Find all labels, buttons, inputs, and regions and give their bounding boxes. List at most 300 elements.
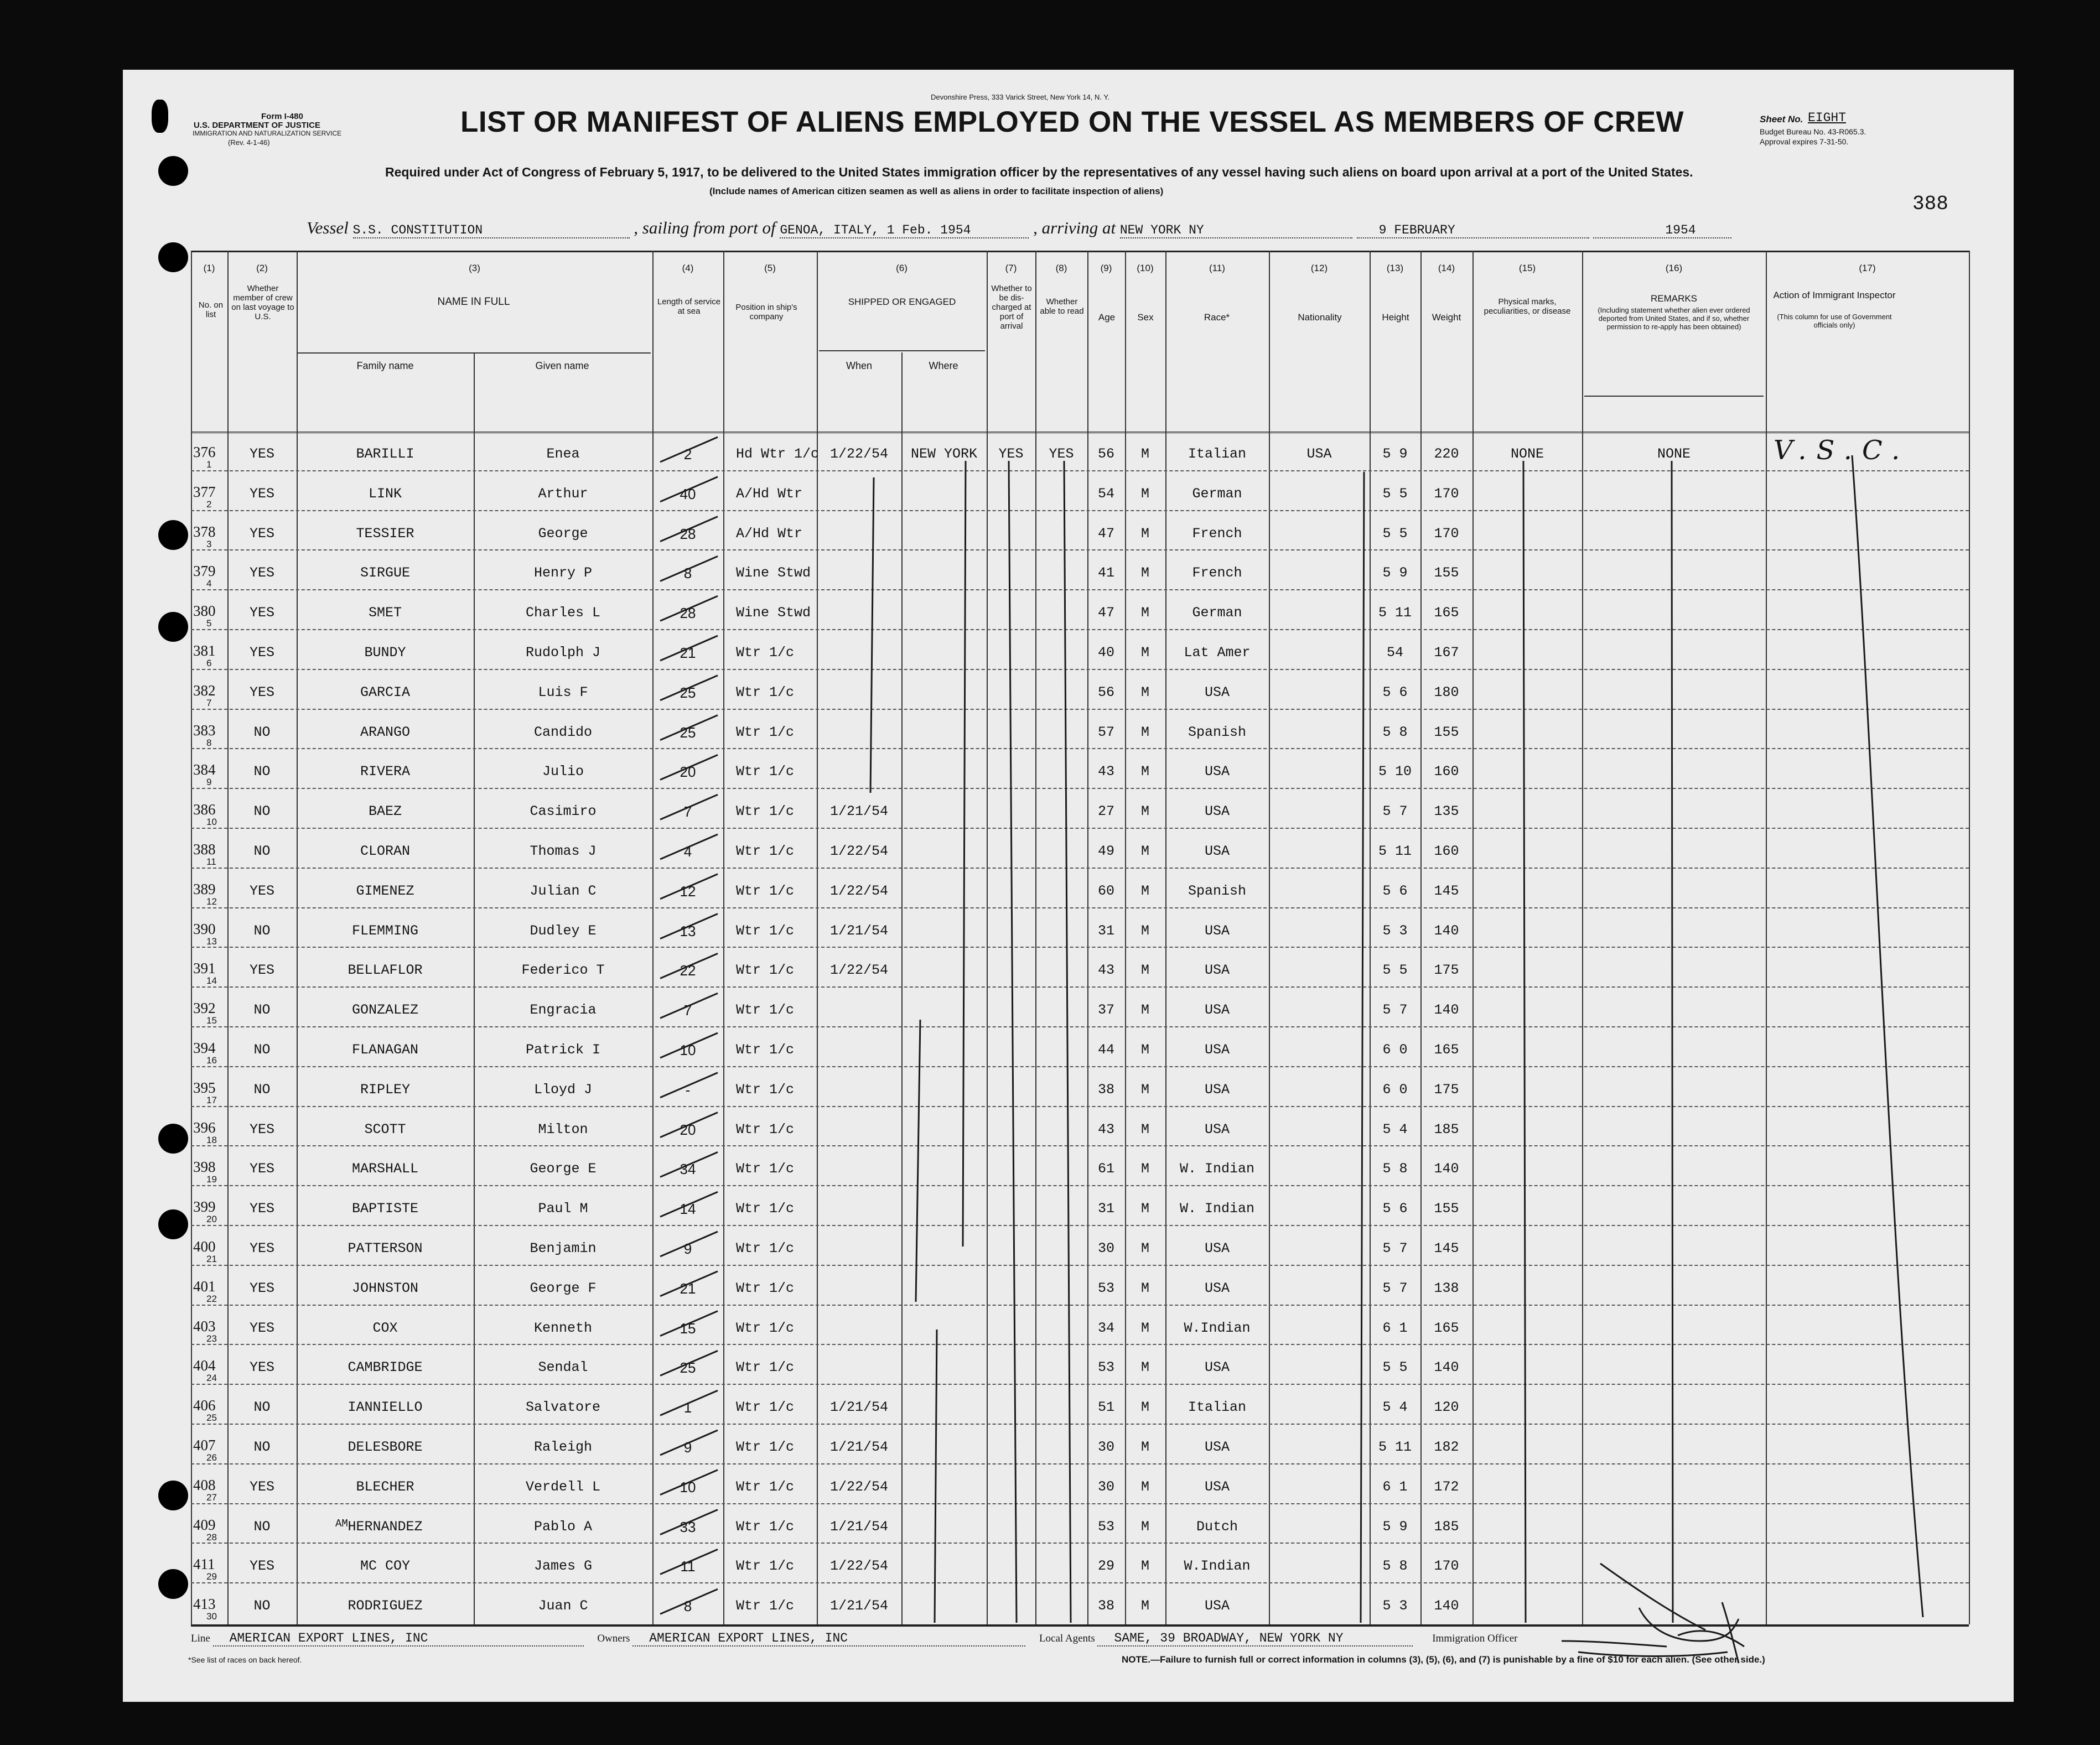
family-name-cell: BAPTISTE — [351, 1201, 419, 1217]
header-action: Action of Immigrant Inspector — [1773, 290, 1896, 300]
weight-cell: 220 — [1434, 446, 1459, 462]
family-name-cell: FLEMMING — [351, 922, 419, 939]
given-name-cell: Engracia — [530, 1002, 597, 1019]
shipped-when-cell: 1/22/54 — [829, 1558, 889, 1575]
member-last-voyage-cell: NO — [253, 1002, 271, 1019]
length-of-service-cell: 33 — [680, 1518, 696, 1535]
remarks-cell: NONE — [1657, 446, 1691, 462]
given-name-cell: Paul M — [538, 1201, 588, 1217]
height-cell: 5 7 — [1382, 1240, 1408, 1256]
service-check-mark — [660, 794, 718, 819]
list-number-cell: 394 — [193, 1040, 216, 1056]
race-cell: USA — [1204, 843, 1230, 859]
line-number-cell: 21 — [206, 1254, 217, 1264]
ditto-line — [1523, 461, 1526, 1623]
column-number: (16) — [1665, 263, 1683, 273]
position-cell: Wtr 1/c — [736, 1081, 795, 1098]
sex-cell: M — [1140, 1518, 1149, 1535]
race-cell: USA — [1204, 803, 1230, 820]
length-of-service-cell: 1 — [683, 1399, 692, 1416]
length-of-service-cell: 34 — [680, 1161, 696, 1178]
age-cell: 49 — [1097, 843, 1114, 859]
age-cell: 54 — [1097, 485, 1114, 502]
sex-cell: M — [1140, 1359, 1149, 1376]
height-cell: 5 7 — [1382, 1280, 1408, 1296]
height-cell: 6 0 — [1382, 1081, 1408, 1098]
age-cell: 60 — [1097, 882, 1114, 899]
age-cell: 47 — [1097, 525, 1114, 542]
race-cell: W.Indian — [1184, 1320, 1251, 1336]
service-check-mark — [660, 755, 718, 780]
service-check-mark — [660, 636, 718, 661]
footer-row — [191, 1631, 1517, 1647]
weight-cell: 165 — [1434, 1320, 1459, 1336]
length-of-service-cell: 25 — [680, 684, 696, 701]
service-check-mark — [660, 676, 718, 700]
sex-cell: M — [1140, 565, 1149, 581]
line-number-cell: 15 — [206, 1015, 217, 1026]
service-check-mark — [660, 1033, 718, 1058]
shipped-when-cell: 1/21/54 — [829, 1399, 889, 1416]
manifest-sheet — [123, 70, 2014, 1702]
weight-cell: 180 — [1434, 684, 1459, 700]
service-check-mark — [660, 834, 718, 859]
header-when: When — [846, 360, 873, 371]
subtitle: Required under Act of Congress of February 5, 1917, to be delivered to the United States immigration officer by the representatives of any vessel having such aliens on board upon arrival at a port of the United States. — [385, 165, 1693, 179]
race-cell: German — [1192, 485, 1242, 502]
race-cell: USA — [1204, 1081, 1230, 1098]
given-name-cell: Henry P — [533, 565, 593, 581]
position-cell: Wtr 1/c — [736, 724, 795, 740]
race-cell: W. Indian — [1179, 1201, 1255, 1217]
member-last-voyage-cell: YES — [249, 605, 274, 621]
member-last-voyage-cell: NO — [253, 724, 271, 740]
vessel-label: Vessel — [307, 218, 349, 237]
family-name-cell: BAEZ — [368, 803, 402, 820]
service-check-mark — [660, 1390, 718, 1415]
header-shipped-or-engaged: SHIPPED OR ENGAGED — [848, 297, 956, 307]
given-name-cell: Verdell L — [525, 1478, 601, 1495]
line-number-cell: 14 — [206, 975, 217, 986]
member-last-voyage-cell: YES — [249, 446, 274, 462]
punch-hole — [158, 612, 188, 642]
header-name-in-full: NAME IN FULL — [437, 296, 510, 308]
age-cell: 29 — [1097, 1558, 1114, 1575]
member-last-voyage-cell: YES — [249, 565, 274, 581]
position-cell: Wine Stwd — [736, 565, 811, 581]
family-name-cell: SCOTT — [364, 1121, 406, 1138]
column-number: (17) — [1859, 263, 1876, 273]
list-number-cell: 411 — [193, 1556, 215, 1573]
length-of-service-cell: 28 — [680, 605, 696, 622]
member-last-voyage-cell: YES — [249, 1161, 274, 1177]
race-cell: Italian — [1188, 446, 1247, 462]
list-number-cell: 379 — [193, 563, 216, 580]
age-cell: 43 — [1097, 1121, 1114, 1138]
position-cell: Wtr 1/c — [736, 1121, 795, 1138]
column-number: (14) — [1438, 263, 1455, 273]
family-name-cell: HERNANDEZ — [348, 1518, 423, 1535]
height-cell: 5 11 — [1378, 843, 1412, 859]
length-of-service-cell: 7 — [683, 803, 692, 820]
line-number-cell: 6 — [206, 658, 212, 668]
owners-value: AMERICAN EXPORT LINES, INC — [632, 1631, 1025, 1647]
member-last-voyage-cell: NO — [253, 764, 271, 780]
given-name-cell: George — [538, 525, 588, 542]
race-cell: USA — [1204, 1240, 1230, 1256]
header-physical-marks: Physical marks, peculiarities, or disease — [1484, 297, 1571, 316]
family-name-cell: DELESBORE — [348, 1439, 423, 1455]
length-of-service-cell: 13 — [680, 922, 696, 939]
height-cell: 5 6 — [1382, 1201, 1408, 1217]
line-number-cell: 11 — [206, 856, 216, 867]
service-check-mark — [660, 517, 718, 542]
race-cell: USA — [1204, 1002, 1230, 1019]
given-name-cell: Casimiro — [530, 803, 597, 820]
line-number-cell: 22 — [206, 1293, 217, 1304]
member-last-voyage-cell: YES — [249, 962, 274, 979]
sex-cell: M — [1140, 1558, 1149, 1575]
punch-hole — [158, 520, 188, 550]
height-cell: 5 5 — [1382, 525, 1408, 542]
height-cell: 5 5 — [1382, 1359, 1408, 1376]
list-number-cell: 391 — [193, 960, 216, 977]
crew-table — [191, 251, 1969, 1696]
position-cell: Wtr 1/c — [736, 1359, 795, 1376]
ditto-line — [1064, 461, 1071, 1623]
given-name-cell: Raleigh — [533, 1439, 593, 1455]
service-check-mark — [660, 1232, 718, 1256]
length-of-service-cell: 4 — [683, 843, 692, 860]
list-number-cell: 376 — [193, 444, 216, 460]
position-cell: Wtr 1/c — [736, 645, 795, 661]
service-check-mark — [660, 1192, 718, 1217]
length-of-service-cell: 8 — [683, 1598, 692, 1615]
family-name-cell: JOHNSTON — [351, 1280, 419, 1296]
shipped-when-cell: 1/22/54 — [829, 446, 889, 462]
length-of-service-cell: 2 — [683, 446, 692, 463]
height-cell: 5 5 — [1382, 485, 1408, 502]
list-number-cell: 404 — [193, 1357, 216, 1374]
weight-cell: 120 — [1434, 1399, 1459, 1416]
member-last-voyage-cell: YES — [249, 1121, 274, 1138]
punch-hole — [158, 1481, 188, 1510]
agents-label: Local Agents — [1039, 1633, 1095, 1644]
length-of-service-cell: 20 — [680, 764, 696, 781]
height-cell: 5 7 — [1382, 803, 1408, 820]
list-number-cell: 409 — [193, 1516, 216, 1533]
service-check-mark — [660, 1470, 718, 1495]
given-name-cell: Patrick I — [525, 1042, 601, 1058]
member-last-voyage-cell: YES — [249, 1320, 274, 1336]
position-cell: A/Hd Wtr — [736, 485, 803, 502]
family-name-cell: GIMENEZ — [356, 882, 414, 899]
family-name-cell: CLORAN — [360, 843, 410, 859]
height-cell: 54 — [1386, 645, 1403, 661]
weight-cell: 160 — [1434, 764, 1459, 780]
header-length-of-service: Length of service at sea — [657, 297, 721, 316]
age-cell: 30 — [1097, 1240, 1114, 1256]
family-name-cell: FLANAGAN — [351, 1042, 419, 1058]
weight-cell: 185 — [1434, 1518, 1459, 1535]
position-cell: Wtr 1/c — [736, 1399, 795, 1416]
list-number-cell: 401 — [193, 1277, 216, 1295]
list-number-cell: 399 — [193, 1198, 216, 1216]
vessel-line — [307, 218, 1731, 238]
header-nationality: Nationality — [1298, 312, 1342, 323]
line-number-cell: 19 — [206, 1174, 217, 1185]
race-cell: W.Indian — [1184, 1558, 1251, 1575]
given-name-cell: Julio — [542, 764, 584, 780]
race-cell: Spanish — [1188, 882, 1247, 899]
race-cell: USA — [1204, 1042, 1230, 1058]
length-of-service-cell: 11 — [680, 1558, 696, 1575]
age-cell: 53 — [1097, 1359, 1114, 1376]
weight-cell: 155 — [1434, 724, 1459, 740]
list-number-cell: 395 — [193, 1079, 216, 1096]
age-cell: 43 — [1097, 764, 1114, 780]
list-number-cell: 389 — [193, 880, 216, 897]
service-check-mark — [660, 914, 718, 939]
race-cell: W. Indian — [1179, 1161, 1255, 1177]
sex-cell: M — [1140, 1439, 1149, 1455]
given-name-cell: Sendal — [538, 1359, 588, 1376]
given-name-cell: Salvatore — [525, 1399, 601, 1416]
family-name-cell: COX — [372, 1320, 398, 1336]
race-cell: USA — [1204, 684, 1230, 700]
age-cell: 43 — [1097, 962, 1114, 979]
position-cell: Wtr 1/c — [736, 1439, 795, 1455]
age-cell: 51 — [1097, 1399, 1114, 1416]
service-check-mark — [660, 1430, 718, 1455]
budget-number: Budget Bureau No. 43-R065.3. — [1760, 127, 1866, 136]
sex-cell: M — [1140, 724, 1149, 740]
list-number-cell: 390 — [193, 920, 216, 937]
race-cell: USA — [1204, 922, 1230, 939]
agents-value: SAME, 39 BROADWAY, NEW YORK NY — [1097, 1631, 1413, 1647]
given-name-cell: George F — [530, 1280, 597, 1296]
subtitle-note: (Include names of American citizen seamen as well as aliens in order to facilitate inspection of aliens) — [709, 186, 1164, 196]
family-name-cell: PATTERSON — [348, 1240, 423, 1256]
weight-cell: 140 — [1434, 922, 1459, 939]
line-number-cell: 24 — [206, 1373, 217, 1384]
penalty-note: NOTE.—Failure to furnish full or correct information in columns (3), (5), (6), and (7) is punishable by a fine of $10 for each alien. (See other side.) — [1122, 1654, 1765, 1665]
sex-cell: M — [1140, 446, 1149, 462]
column-number: (8) — [1055, 263, 1067, 273]
member-last-voyage-cell: NO — [253, 922, 271, 939]
length-of-service-cell: 15 — [680, 1320, 696, 1337]
position-cell: A/Hd Wtr — [736, 525, 803, 542]
height-cell: 5 4 — [1382, 1121, 1408, 1138]
position-cell: Wtr 1/c — [736, 1518, 795, 1535]
given-name-cell: Kenneth — [533, 1320, 593, 1336]
sex-cell: M — [1140, 882, 1149, 899]
position-cell: Wtr 1/c — [736, 1558, 795, 1575]
line-number-cell: 8 — [206, 737, 212, 748]
form-number: Form I-480 — [261, 112, 303, 121]
line-number-cell: 12 — [206, 896, 217, 907]
height-cell: 5 3 — [1382, 1598, 1408, 1614]
given-name-cell: Candido — [533, 724, 593, 740]
height-cell: 5 7 — [1382, 1002, 1408, 1019]
age-cell: 41 — [1097, 565, 1114, 581]
column-rule — [1969, 251, 1970, 1624]
given-name-cell: Arthur — [538, 485, 588, 502]
height-cell: 5 4 — [1382, 1399, 1408, 1416]
race-cell: Italian — [1188, 1399, 1247, 1416]
age-cell: 47 — [1097, 605, 1114, 621]
column-number: (15) — [1518, 263, 1536, 273]
service-check-mark — [660, 1152, 718, 1177]
height-cell: 5 9 — [1382, 446, 1408, 462]
race-cell: USA — [1204, 1478, 1230, 1495]
given-name-cell: George E — [530, 1161, 597, 1177]
able-to-read-cell: YES — [1049, 446, 1074, 462]
member-last-voyage-cell: YES — [249, 645, 274, 661]
line-number-cell: 17 — [206, 1094, 217, 1105]
sailing-label: , sailing from port of — [634, 218, 776, 237]
position-cell: Wtr 1/c — [736, 1201, 795, 1217]
officer-signature — [1562, 1547, 1794, 1680]
line-number-cell: 16 — [206, 1055, 217, 1066]
column-number: (5) — [764, 263, 776, 273]
sex-cell: M — [1140, 1081, 1149, 1098]
shipped-when-cell: 1/22/54 — [829, 962, 889, 979]
printer-credit: Devonshire Press, 333 Varick Street, New York 14, N. Y. — [931, 93, 1109, 101]
punch-hole — [158, 242, 188, 272]
member-last-voyage-cell: YES — [249, 1280, 274, 1296]
sheet-label: Sheet No. — [1760, 114, 1803, 124]
length-of-service-cell: 40 — [680, 485, 696, 502]
list-number-cell: 392 — [193, 1000, 216, 1017]
age-cell: 38 — [1097, 1081, 1114, 1098]
race-cell: USA — [1204, 1598, 1230, 1614]
weight-cell: 185 — [1434, 1121, 1459, 1138]
age-cell: 61 — [1097, 1161, 1114, 1177]
column-number: (13) — [1386, 263, 1404, 273]
column-number: (2) — [256, 263, 268, 273]
weight-cell: 160 — [1434, 843, 1459, 859]
sex-cell: M — [1140, 1320, 1149, 1336]
weight-cell: 140 — [1434, 1598, 1459, 1614]
length-of-service-cell: 10 — [680, 1042, 696, 1058]
length-of-service-cell: 22 — [680, 962, 696, 979]
service-check-mark — [660, 596, 718, 621]
position-cell: Wtr 1/c — [736, 1478, 795, 1495]
height-cell: 5 6 — [1382, 684, 1408, 700]
member-last-voyage-cell: NO — [253, 1518, 271, 1535]
age-cell: 30 — [1097, 1439, 1114, 1455]
weight-cell: 135 — [1434, 803, 1459, 820]
header-able-to-read: Whether able to read — [1040, 297, 1084, 316]
given-name-cell: Juan C — [538, 1598, 588, 1614]
sex-cell: M — [1140, 1042, 1149, 1058]
weight-cell: 170 — [1434, 485, 1459, 502]
cambridge-overwrite: AM — [335, 1518, 348, 1530]
service-check-mark — [660, 1073, 718, 1098]
age-cell: 40 — [1097, 645, 1114, 661]
family-name-cell: RIPLEY — [360, 1081, 410, 1098]
line-number-cell: 30 — [206, 1611, 217, 1622]
weight-cell: 145 — [1434, 1240, 1459, 1256]
shipped-where-cell: NEW YORK — [910, 446, 978, 462]
family-name-cell: BUNDY — [364, 645, 406, 661]
given-name-cell: Enea — [546, 446, 580, 462]
length-of-service-cell: 9 — [683, 1240, 692, 1257]
service-check-mark — [660, 1113, 718, 1138]
position-cell: Wtr 1/c — [736, 803, 795, 820]
sex-cell: M — [1140, 1161, 1149, 1177]
line-number-cell: 29 — [206, 1571, 217, 1582]
given-name-cell: James G — [533, 1558, 593, 1575]
family-name-cell: BELLAFLOR — [348, 962, 423, 979]
line-value: AMERICAN EXPORT LINES, INC — [213, 1631, 584, 1647]
sex-cell: M — [1140, 803, 1149, 820]
height-cell: 5 11 — [1378, 1439, 1412, 1455]
punch-hole — [158, 156, 188, 186]
column-number: (9) — [1100, 263, 1112, 273]
header-position: Position in ship's company — [735, 303, 797, 321]
member-last-voyage-cell: NO — [253, 1598, 271, 1614]
sailing-port-value: GENOA, ITALY, 1 Feb. 1954 — [780, 223, 1029, 238]
vessel-value: S.S. CONSTITUTION — [353, 223, 630, 238]
sex-cell: M — [1140, 922, 1149, 939]
height-cell: 5 8 — [1382, 724, 1408, 740]
list-number-cell: 384 — [193, 761, 216, 778]
header-given-name: Given name — [535, 360, 589, 371]
height-cell: 6 0 — [1382, 1042, 1408, 1058]
owners-label: Owners — [597, 1633, 630, 1644]
weight-cell: 172 — [1434, 1478, 1459, 1495]
service-check-mark — [660, 715, 718, 740]
ditto-line — [916, 1020, 920, 1302]
weight-cell: 170 — [1434, 1558, 1459, 1575]
age-cell: 57 — [1097, 724, 1114, 740]
given-name-cell: Rudolph J — [525, 645, 601, 661]
family-name-cell: RIVERA — [360, 764, 410, 780]
position-cell: Wtr 1/c — [736, 1240, 795, 1256]
member-last-voyage-cell: YES — [249, 882, 274, 899]
length-of-service-cell: 20 — [680, 1121, 696, 1138]
position-cell: Wtr 1/c — [736, 1161, 795, 1177]
race-cell: French — [1192, 525, 1242, 542]
ditto-line — [1672, 461, 1673, 1623]
family-name-cell: TESSIER — [356, 525, 414, 542]
sex-cell: M — [1140, 1399, 1149, 1416]
length-of-service-cell: 25 — [680, 1359, 696, 1377]
list-number-cell: 407 — [193, 1437, 216, 1453]
ditto-line — [935, 1329, 937, 1623]
family-name-cell: SIRGUE — [360, 565, 410, 581]
member-last-voyage-cell: YES — [249, 1478, 274, 1495]
header-no-on-list: No. on list — [198, 300, 224, 319]
position-cell: Wine Stwd — [736, 605, 811, 621]
age-cell: 37 — [1097, 1002, 1114, 1019]
line-number-cell: 23 — [206, 1333, 217, 1344]
member-last-voyage-cell: YES — [249, 1359, 274, 1376]
punch-hole — [158, 1209, 188, 1239]
weight-cell: 165 — [1434, 605, 1459, 621]
arriving-label: , arriving at — [1033, 218, 1116, 237]
age-cell: 30 — [1097, 1478, 1114, 1495]
shipped-when-cell: 1/21/54 — [829, 922, 889, 939]
list-number-cell: 396 — [193, 1119, 216, 1136]
form-revision: (Rev. 4-1-46) — [228, 138, 270, 147]
race-cell: French — [1192, 565, 1242, 581]
position-cell: Wtr 1/c — [736, 764, 795, 780]
shipped-when-cell: 1/22/54 — [829, 843, 889, 859]
race-cell: USA — [1204, 1280, 1230, 1296]
